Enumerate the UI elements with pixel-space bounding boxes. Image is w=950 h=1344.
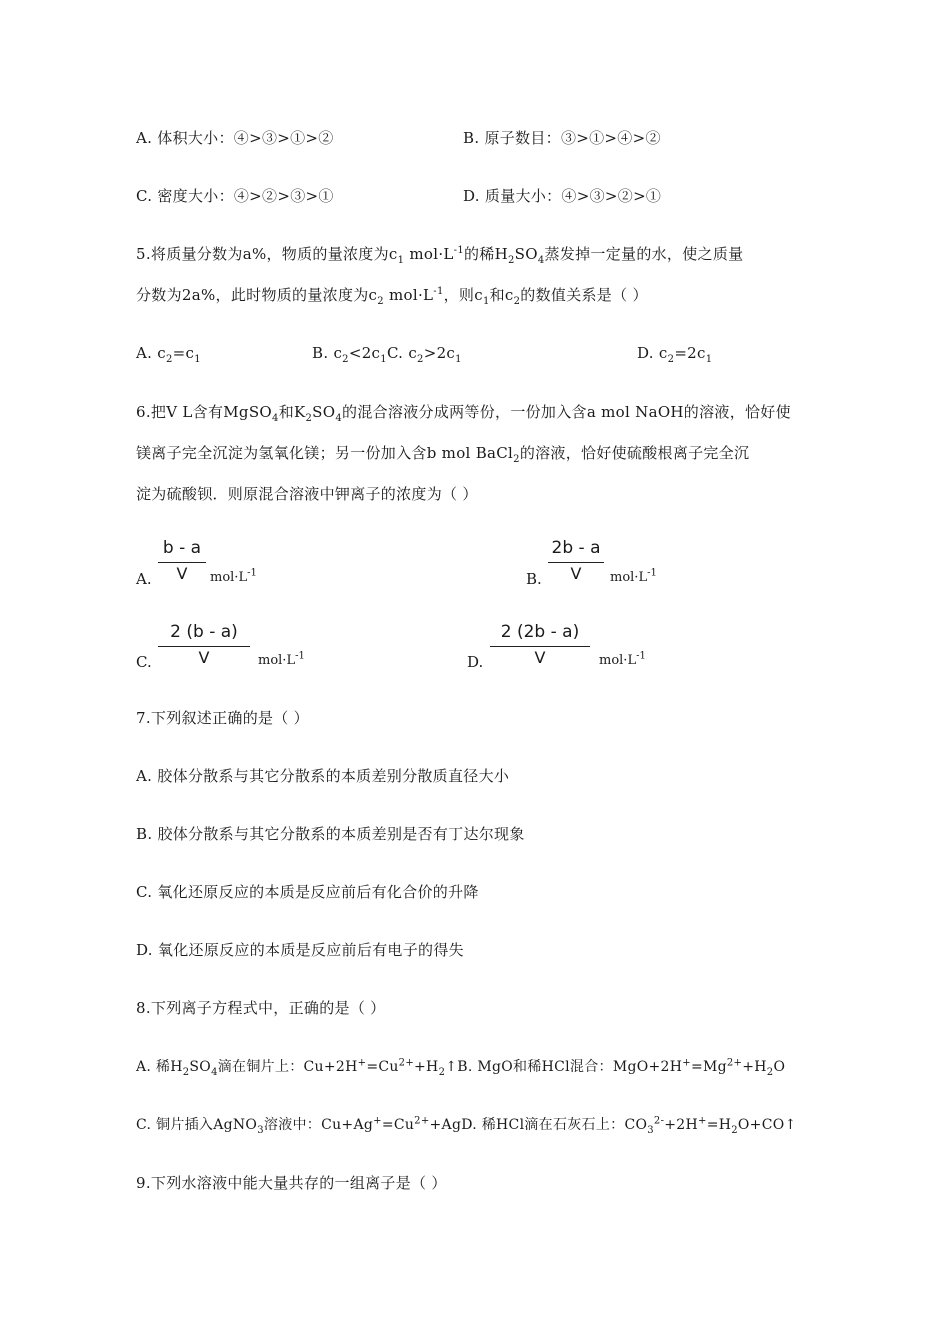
fraction-numerator: b - a <box>162 538 202 558</box>
q7-option-b: B. 胶体分散系与其它分散系的本质差别是否有丁达尔现象 <box>136 825 525 843</box>
q6-option-a-fraction <box>158 538 206 588</box>
q7-stem: 7.下列叙述正确的是（ ） <box>136 709 309 727</box>
q6-option-d-label: D. <box>467 653 484 671</box>
q6-option-c-unit: $mol\cdot L^{-1}$ <box>258 650 305 668</box>
q4-option-d: D. 质量大小：④>③>②>① <box>463 187 662 205</box>
q5-stem-line1: 5.将质量分数为a%，物质的量浓度为$c_1$ $mol\cdot L^{-1}$的稀$H_2SO_4$蒸发掉一定量的水，使之质量 <box>136 245 744 266</box>
q8-stem: 8.下列离子方程式中，正确的是（ ） <box>136 999 386 1017</box>
fraction-bar <box>548 562 604 563</box>
q6-option-d-unit: $mol\cdot L^{-1}$ <box>599 650 646 668</box>
q5-option-b-c: B. $c_2<2c_1C$. $c_2>2c_1$ <box>312 344 462 365</box>
fraction-denominator: V <box>198 648 210 667</box>
q4-option-a: A. 体积大小：④>③>①>② <box>136 129 334 147</box>
q8-options-c-d: C. 铜片插入AgNO$_3$溶液中：$Cu+Ag^+=Cu^{2+}+AgD$. 稀HCl滴在石灰石上：$CO_3^{2-}+2H^+=H_2O+CO↑$ <box>136 1115 797 1136</box>
q6-option-b-label: B. <box>526 570 542 588</box>
q4-option-c: C. 密度大小：④>②>③>① <box>136 187 334 205</box>
q5-option-a: A. $c_2=c_1$ <box>136 344 201 365</box>
fraction-bar <box>158 646 250 647</box>
q6-option-a-label: A. <box>136 570 152 588</box>
q7-option-a: A. 胶体分散系与其它分散系的本质差别分散质直径大小 <box>136 767 510 785</box>
q7-option-c: C. 氧化还原反应的本质是反应前后有化合价的升降 <box>136 883 479 901</box>
q5-option-d: D. $c_2=2c_1$ <box>637 344 713 365</box>
q6-option-c-label: C. <box>136 653 152 671</box>
q8-options-a-b: A. 稀$H_2SO_4$滴在铜片上：$Cu+2H^+=Cu^{2+}+H_2↑B$. MgO和稀HCl混合：$MgO+2H^+=Mg^{2+}+H_2O$ <box>136 1057 786 1078</box>
q6-option-d-fraction <box>490 622 590 672</box>
q6-stem-line3: 淀为硫酸钡．则原混合溶液中钾离子的浓度为（ ） <box>136 485 478 503</box>
fraction-bar <box>158 562 206 563</box>
q6-option-b-unit: $mol\cdot L^{-1}$ <box>610 567 657 585</box>
q6-stem-line1: 6.把V L含有MgSO$_4$和$K_2SO_4$的混合溶液分成两等份，一份加入含a mol NaOH的溶液，恰好使 <box>136 403 791 424</box>
fraction-denominator: V <box>570 564 582 583</box>
q9-stem: 9.下列水溶液中能大量共存的一组离子是（ ） <box>136 1174 447 1192</box>
q6-stem-line2: 镁离子完全沉淀为氢氧化镁；另一份加入含b mol BaCl$_2$的溶液，恰好使硫酸根离子完全沉 <box>136 444 750 465</box>
q7-option-d: D. 氧化还原反应的本质是反应前后有电子的得失 <box>136 941 464 959</box>
q6-option-a-unit: $mol\cdot L^{-1}$ <box>210 567 257 585</box>
q6-option-b-fraction <box>548 538 604 588</box>
q5-stem-line2: 分数为2a%，此时物质的量浓度为$c_2$ $mol\cdot L^{-1}$，则$c_1$和$c_2$的数值关系是（ ） <box>136 286 648 307</box>
fraction-numerator: 2 (2b - a) <box>500 622 580 642</box>
fraction-denominator: V <box>534 648 546 667</box>
fraction-numerator: 2 (b - a) <box>170 622 238 642</box>
q6-option-c-fraction <box>158 622 250 672</box>
fraction-denominator: V <box>176 564 188 583</box>
fraction-bar <box>490 646 590 647</box>
q4-option-b: B. 原子数目：③>①>④>② <box>463 129 661 147</box>
fraction-numerator: 2b - a <box>551 538 601 558</box>
